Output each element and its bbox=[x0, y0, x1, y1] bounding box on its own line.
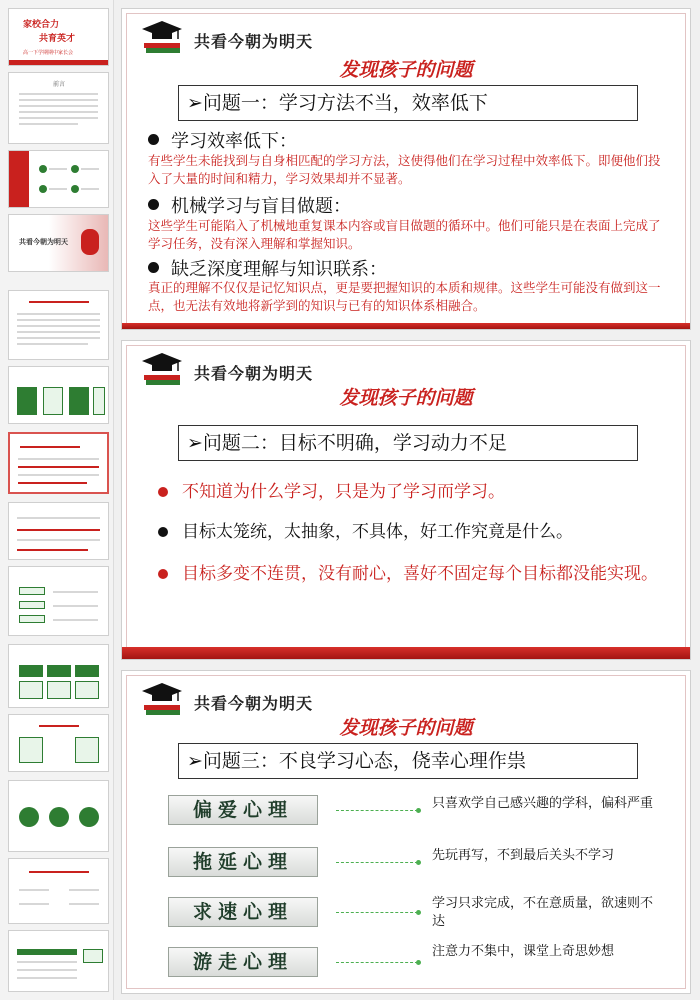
thumb-subtitle: 高一下学期期中家长会 bbox=[23, 50, 74, 56]
slide-subtitle: 发现孩子的问题 bbox=[339, 59, 473, 81]
mindset-label: 拖延心理 bbox=[168, 847, 318, 877]
question-box: ➢问题一：学习方法不当，效率低下 bbox=[178, 85, 638, 121]
thumbnail-slide-7-current[interactable] bbox=[8, 432, 109, 494]
thumb-title-line2: 共育英才 bbox=[39, 34, 76, 44]
point-heading: 机械学习与盲目做题： bbox=[148, 192, 351, 218]
mindset-description: 只喜欢学自己感兴趣的学科，偏科严重 bbox=[432, 796, 654, 811]
slide-header bbox=[138, 19, 438, 59]
thumbnail-slide-5[interactable] bbox=[8, 290, 109, 360]
thumbnail-slide-4[interactable] bbox=[8, 214, 109, 272]
connector-line bbox=[336, 810, 418, 811]
bullet-icon bbox=[148, 134, 159, 145]
point-body: 这些学生可能陷入了机械地重复课本内容或盲目做题的循环中。他们可能只是在表面上完成了学习任务，没有深入理解和掌握知识。 bbox=[148, 218, 661, 251]
bullet-icon bbox=[158, 527, 168, 537]
point-body: 有些学生未能找到与自身相匹配的学习方法，这使得他们在学习过程中效率低下。即便他们投入了大量的时间和精力，学习效果却并不显著。 bbox=[148, 153, 661, 186]
bullet-icon bbox=[148, 199, 159, 210]
slide-subtitle: 发现孩子的问题 bbox=[339, 717, 473, 739]
mindset-label: 偏爱心理 bbox=[168, 795, 318, 825]
mindset-description: 学习只求完成，不在意质量，欲速则不达 bbox=[432, 896, 654, 929]
bottom-band bbox=[122, 323, 690, 329]
header-title: 共看今朝为明天 bbox=[194, 364, 314, 383]
connector-dot bbox=[416, 808, 421, 813]
thumb-title: 共看今朝为明天 bbox=[19, 238, 68, 246]
bullet-icon bbox=[158, 487, 168, 497]
question-box: ➢问题三：不良学习心态，侥幸心理作祟 bbox=[178, 743, 638, 779]
connector-line bbox=[336, 912, 418, 913]
thumbnail-slide-14[interactable] bbox=[8, 930, 109, 992]
slide-thumbnail-panel[interactable] bbox=[0, 0, 114, 1000]
point-body: 真正的理解不仅仅是记忆知识点，更是要把握知识的本质和规律。这些学生可能没有做到这一点，也无法有效地将新学到的知识与已有的知识体系相融合。 bbox=[148, 280, 661, 313]
slide-subtitle: 发现孩子的问题 bbox=[339, 387, 473, 409]
bullet-icon bbox=[158, 569, 168, 579]
connector-dot bbox=[416, 910, 421, 915]
thumb-title: 前言 bbox=[53, 81, 66, 88]
connector-dot bbox=[416, 860, 421, 865]
thumbnail-slide-3[interactable] bbox=[8, 150, 109, 208]
thumbnail-slide-8[interactable] bbox=[8, 502, 109, 560]
slide-problem-1[interactable] bbox=[121, 8, 691, 330]
point-heading: 学习效率低下： bbox=[148, 127, 297, 153]
header-title: 共看今朝为明天 bbox=[194, 694, 314, 713]
list-item: 不知道为什么学习，只是为了学习而学习。 bbox=[158, 479, 658, 505]
bottom-band bbox=[122, 647, 690, 659]
thumbnail-slide-13[interactable] bbox=[8, 858, 109, 924]
thumbnail-slide-2[interactable] bbox=[8, 72, 109, 144]
mindset-label: 游走心理 bbox=[168, 947, 318, 977]
thumb-title-line1: 家校合力 bbox=[23, 20, 60, 30]
thumbnail-slide-10[interactable] bbox=[8, 644, 109, 708]
question-box: ➢问题二：目标不明确，学习动力不足 bbox=[178, 425, 638, 461]
thumbnail-slide-9[interactable] bbox=[8, 566, 109, 636]
thumbnail-slide-6[interactable] bbox=[8, 366, 109, 424]
mindset-label: 求速心理 bbox=[168, 897, 318, 927]
slide-problem-3[interactable] bbox=[121, 670, 691, 994]
mindset-description: 注意力不集中，课堂上奇思妙想 bbox=[432, 944, 615, 959]
connector-line bbox=[336, 862, 418, 863]
graduation-cap-books-icon bbox=[138, 19, 186, 57]
list-item: 目标多变不连贯，没有耐心，喜好不固定每个目标都没能实现。 bbox=[158, 561, 658, 587]
connector-line bbox=[336, 962, 418, 963]
bullet-icon bbox=[148, 262, 159, 273]
thumbnail-slide-12[interactable] bbox=[8, 780, 109, 852]
slide-problem-2[interactable] bbox=[121, 340, 691, 660]
thumb-band bbox=[9, 60, 108, 65]
thumbnail-slide-11[interactable] bbox=[8, 714, 109, 772]
mindset-description: 先玩再写，不到最后关头不学习 bbox=[432, 848, 615, 863]
connector-dot bbox=[416, 960, 421, 965]
thumbnail-slide-1[interactable] bbox=[8, 8, 109, 66]
point-heading: 缺乏深度理解与知识联系： bbox=[148, 255, 387, 281]
header-title: 共看今朝为明天 bbox=[194, 32, 314, 51]
list-item: 目标太笼统，太抽象，不具体，好工作究竟是什么。 bbox=[158, 519, 658, 545]
